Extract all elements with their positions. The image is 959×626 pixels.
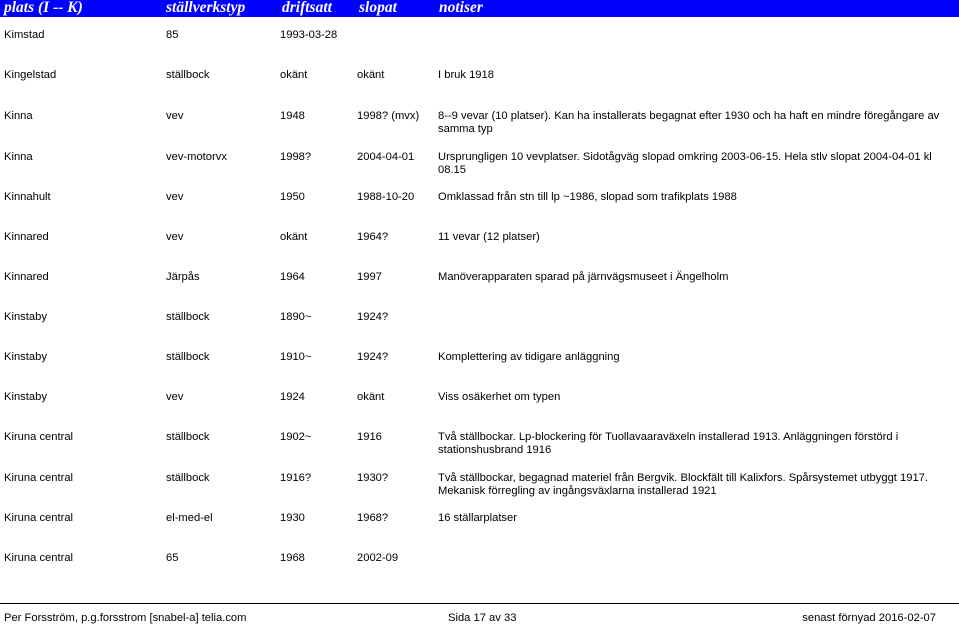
cell-type: vev	[166, 110, 184, 122]
cell-type: el-med-el	[166, 512, 213, 524]
cell-place: Kinnared	[4, 271, 49, 283]
cell-in-service: 1993-03-28	[280, 29, 338, 41]
cell-notes: Viss osäkerhet om typen	[438, 391, 561, 403]
cell-removed: okänt	[357, 391, 385, 403]
cell-notes: 8--9 vevar (10 platser). Kan ha installerats begagnat efter 1930 och ha haft en mindre föregångare av samma typ	[438, 110, 940, 135]
cell-in-service: 1964	[280, 271, 305, 283]
cell-place: Kinstaby	[4, 351, 47, 363]
cell-place: Kinnared	[4, 231, 49, 243]
cell-notes: Komplettering av tidigare anläggning	[438, 351, 620, 363]
cell-type: ställbock	[166, 69, 210, 81]
cell-notes: 16 ställarplatser	[438, 512, 517, 524]
cell-type: ställbock	[166, 431, 210, 443]
cell-type: vev	[166, 391, 184, 403]
cell-place: Kinstaby	[4, 311, 47, 323]
cell-removed: 1916	[357, 431, 382, 443]
header-removed: slopat	[359, 0, 397, 16]
cell-type: ställbock	[166, 472, 210, 484]
cell-place: Kinna	[4, 110, 33, 122]
cell-removed: 1924?	[357, 351, 389, 363]
cell-place: Kiruna central	[4, 431, 74, 443]
cell-removed: 1930?	[357, 472, 389, 484]
cell-place: Kimstad	[4, 29, 45, 41]
cell-place: Kiruna central	[4, 472, 74, 484]
page-footer	[0, 599, 959, 626]
cell-type: ställbock	[166, 311, 210, 323]
footer-divider	[0, 603, 959, 604]
cell-type: vev	[166, 231, 184, 243]
header-notes: notiser	[439, 0, 483, 16]
cell-removed: okänt	[357, 69, 385, 81]
cell-in-service: 1890~	[280, 311, 312, 323]
cell-notes: Omklassad från stn till lp ~1986, slopad som trafikplats 1988	[438, 191, 737, 203]
cell-notes: 11 vevar (12 platser)	[438, 231, 540, 243]
cell-place: Kinnahult	[4, 191, 51, 203]
cell-type: ställbock	[166, 351, 210, 363]
cell-notes: Två ställbockar. Lp-blockering för Tuollavaaraväxeln installerad 1913. Anläggningen förstörd i stationshusbrand 1916	[438, 431, 899, 456]
footer-author: Per Forsström, p.g.forsstrom [snabel-a] telia.com	[4, 612, 247, 624]
header-place: plats (I -- K)	[4, 0, 83, 16]
cell-in-service: 1948	[280, 110, 305, 122]
cell-in-service: okänt	[280, 69, 308, 81]
cell-removed: 2002-09	[357, 552, 399, 564]
cell-notes: Ursprungligen 10 vevplatser. Sidotågväg slopad omkring 2003-06-15. Hela stlv slopat 2004-04-01 kl 08.15	[438, 151, 932, 176]
cell-in-service: 1968	[280, 552, 305, 564]
cell-type: Järpås	[166, 271, 200, 283]
cell-type: 85	[166, 29, 179, 41]
cell-notes: Två ställbockar, begagnad materiel från Bergvik. Blockfält till Kalixfors. Spårsystemet utbyggt 1917. Mekanisk förregling av ingångsväxlarna installerad 1921	[438, 472, 928, 497]
footer-page-number: Sida 17 av 33	[448, 612, 517, 624]
cell-removed: 1964?	[357, 231, 389, 243]
cell-removed: 1924?	[357, 311, 389, 323]
cell-in-service: 1916?	[280, 472, 312, 484]
cell-removed: 1998? (mvx)	[357, 110, 420, 122]
cell-in-service: 1930	[280, 512, 305, 524]
cell-place: Kinstaby	[4, 391, 47, 403]
cell-in-service: 1998?	[280, 151, 312, 163]
cell-removed: 1988-10-20	[357, 191, 415, 203]
header-type: ställverkstyp	[166, 0, 246, 16]
cell-in-service: 1924	[280, 391, 305, 403]
footer-updated: senast förnyad 2016-02-07	[802, 612, 936, 624]
cell-notes: I bruk 1918	[438, 69, 494, 81]
cell-removed: 1968?	[357, 512, 389, 524]
header-in-service: driftsatt	[282, 0, 332, 16]
cell-place: Kinna	[4, 151, 33, 163]
cell-removed: 1997	[357, 271, 382, 283]
cell-place: Kiruna central	[4, 552, 74, 564]
cell-in-service: 1950	[280, 191, 305, 203]
cell-in-service: 1910~	[280, 351, 312, 363]
cell-type: 65	[166, 552, 179, 564]
table-header	[0, 0, 959, 17]
cell-in-service: 1902~	[280, 431, 312, 443]
cell-type: vev	[166, 191, 184, 203]
cell-removed: 2004-04-01	[357, 151, 415, 163]
cell-place: Kiruna central	[4, 512, 74, 524]
cell-in-service: okänt	[280, 231, 308, 243]
cell-place: Kingelstad	[4, 69, 57, 81]
cell-type: vev-motorvx	[166, 151, 227, 163]
cell-notes: Manöverapparaten sparad på järnvägsmuseet i Ängelholm	[438, 271, 729, 283]
